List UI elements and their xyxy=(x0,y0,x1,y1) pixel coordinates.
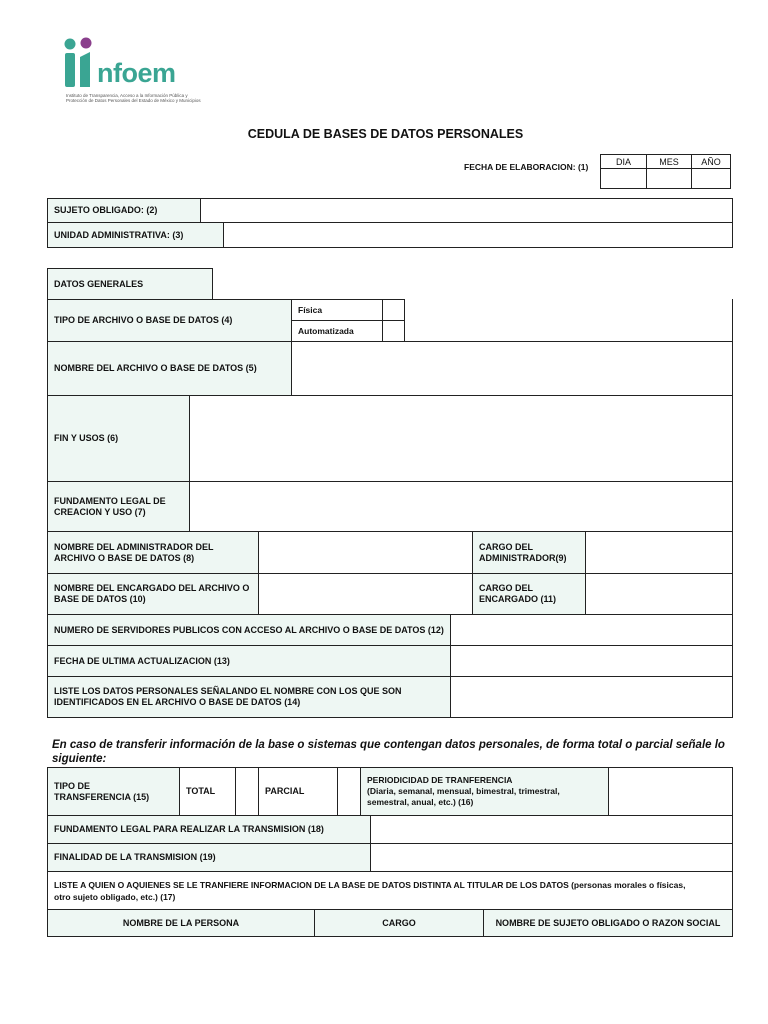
date-year-header: AÑO xyxy=(691,154,731,169)
liste-datos-line2: IDENTIFICADOS EN EL ARCHIVO O BASE DE DATOS (14) xyxy=(54,697,301,707)
encargado-line2: BASE DE DATOS (10) xyxy=(54,594,146,604)
fundamento-transmision-label: FUNDAMENTO LEGAL PARA REALIZAR LA TRANSMISION (18) xyxy=(47,815,371,844)
fin-usos-label: FIN Y USOS (6) xyxy=(47,395,190,482)
col-cargo: CARGO xyxy=(314,909,484,937)
institution-logo xyxy=(60,36,205,108)
col-nombre-persona: NOMBRE DE LA PERSONA xyxy=(47,909,315,937)
administrador-field[interactable] xyxy=(258,531,473,574)
finalidad-transmision-label: FINALIDAD DE LA TRANSMISION (19) xyxy=(47,843,371,872)
sujeto-obligado-field[interactable] xyxy=(200,198,733,223)
col-sujeto-obligado: NOMBRE DE SUJETO OBLIGADO O RAZON SOCIAL xyxy=(483,909,733,937)
servidores-field[interactable] xyxy=(450,614,733,646)
administrador-line2: ARCHIVO O BASE DE DATOS (8) xyxy=(54,552,195,563)
automatizada-checkbox[interactable] xyxy=(382,320,405,342)
date-month-header: MES xyxy=(646,154,692,169)
cargo-administrador-field[interactable] xyxy=(585,531,733,574)
automatizada-label: Automatizada xyxy=(291,320,383,342)
cargo-administrador-line2: ADMINISTRADOR(9) xyxy=(479,552,567,563)
unidad-administrativa-field[interactable] xyxy=(223,222,733,248)
servidores-label: NUMERO DE SERVIDORES PUBLICOS CON ACCESO AL ARCHIVO O BASE DE DATOS (12) xyxy=(47,614,451,646)
date-day-header: DIA xyxy=(600,154,647,169)
periodicidad-field[interactable] xyxy=(608,767,733,816)
parcial-label: PARCIAL xyxy=(258,767,338,816)
transfer-note-line1: En caso de transferir información de la base o sistemas que contengan datos personales, de forma total o parcial señale lo xyxy=(52,739,725,751)
liste-destinatarios-line1: LISTE A QUIEN O AQUIENES SE LE TRANFIERE INFORMACION DE LA BASE DE DATOS DISTINTA AL TITULAR DE LOS DATOS (personas morales o físicas, xyxy=(54,879,686,890)
date-year-field[interactable] xyxy=(691,168,731,189)
logo-subtitle-line1: Instituto de Transparencia, Acceso a la Información Pública y xyxy=(66,93,188,98)
encargado-line1: NOMBRE DEL ENCARGADO DEL ARCHIVO O xyxy=(54,583,250,593)
cargo-encargado-label xyxy=(472,573,586,615)
sujeto-obligado-label: SUJETO OBLIGADO: (2) xyxy=(47,198,201,223)
tipo-archivo-label: TIPO DE ARCHIVO O BASE DE DATOS (4) xyxy=(47,299,292,342)
administrador-line1: NOMBRE DEL ADMINISTRADOR DEL xyxy=(54,541,214,552)
periodicidad-line1: PERIODICIDAD DE TRANFERENCIA xyxy=(367,775,513,785)
total-checkbox[interactable] xyxy=(235,767,259,816)
fundamento-legal-field[interactable] xyxy=(189,481,733,532)
fin-usos-field[interactable] xyxy=(189,395,733,482)
encargado-field[interactable] xyxy=(258,573,473,615)
periodicidad-line2: (Diaria, semanal, mensual, bimestral, trimestral, xyxy=(367,786,560,796)
tipo-transferencia-label xyxy=(47,767,180,816)
liste-datos-field[interactable] xyxy=(450,676,733,718)
date-month-field[interactable] xyxy=(646,168,692,189)
tipo-transferencia-line2: TRANSFERENCIA (15) xyxy=(54,791,150,802)
tipo-archivo-field[interactable] xyxy=(404,299,733,342)
datos-generales-heading: DATOS GENERALES xyxy=(47,268,213,300)
liste-datos-label xyxy=(47,676,451,718)
periodicidad-line3: semestral, anual, etc.) (16) xyxy=(367,797,474,807)
parcial-checkbox[interactable] xyxy=(337,767,361,816)
fundamento-legal-line1: FUNDAMENTO LEGAL DE xyxy=(54,495,166,506)
fisica-checkbox[interactable] xyxy=(382,299,405,321)
unidad-administrativa-label: UNIDAD ADMINISTRATIVA: (3) xyxy=(47,222,224,248)
logo-subtitle-line2: Protección de Datos Personales del Estado de México y Municipios xyxy=(66,98,201,103)
finalidad-transmision-field[interactable] xyxy=(370,843,733,872)
fundamento-legal-line2: CREACION Y USO (7) xyxy=(54,506,146,517)
cargo-encargado-line1: CARGO DEL xyxy=(479,583,533,593)
periodicidad-label xyxy=(360,767,609,816)
nombre-archivo-label: NOMBRE DEL ARCHIVO O BASE DE DATOS (5) xyxy=(47,341,292,396)
logo-wordmark: nfoem xyxy=(97,58,176,88)
cargo-administrador-label xyxy=(472,531,586,574)
liste-destinatarios-label xyxy=(47,871,733,910)
logo-figures-icon xyxy=(60,36,100,90)
fundamento-legal-label xyxy=(47,481,190,532)
encargado-label xyxy=(47,573,259,615)
cargo-encargado-field[interactable] xyxy=(585,573,733,615)
transfer-note xyxy=(52,738,742,766)
page-title: CEDULA DE BASES DE DATOS PERSONALES xyxy=(247,127,524,141)
date-label: FECHA DE ELABORACION: (1) xyxy=(464,162,589,172)
fecha-actualizacion-label: FECHA DE ULTIMA ACTUALIZACION (13) xyxy=(47,645,451,677)
nombre-archivo-field[interactable] xyxy=(291,341,733,396)
administrador-label xyxy=(47,531,259,574)
fecha-actualizacion-field[interactable] xyxy=(450,645,733,677)
fisica-label: Física xyxy=(291,299,383,321)
date-day-field[interactable] xyxy=(600,168,647,189)
tipo-transferencia-line1: TIPO DE xyxy=(54,780,91,791)
cargo-administrador-line1: CARGO DEL xyxy=(479,541,533,552)
fundamento-transmision-field[interactable] xyxy=(370,815,733,844)
cargo-encargado-line2: ENCARGADO (11) xyxy=(479,594,557,604)
liste-destinatarios-line2: otro sujeto obligado, etc.) (17) xyxy=(54,891,176,902)
liste-datos-line1: LISTE LOS DATOS PERSONALES SEÑALANDO EL NOMBRE CON LOS QUE SON xyxy=(54,686,402,696)
total-label: TOTAL xyxy=(179,767,236,816)
transfer-note-line2: siguiente: xyxy=(52,753,107,765)
